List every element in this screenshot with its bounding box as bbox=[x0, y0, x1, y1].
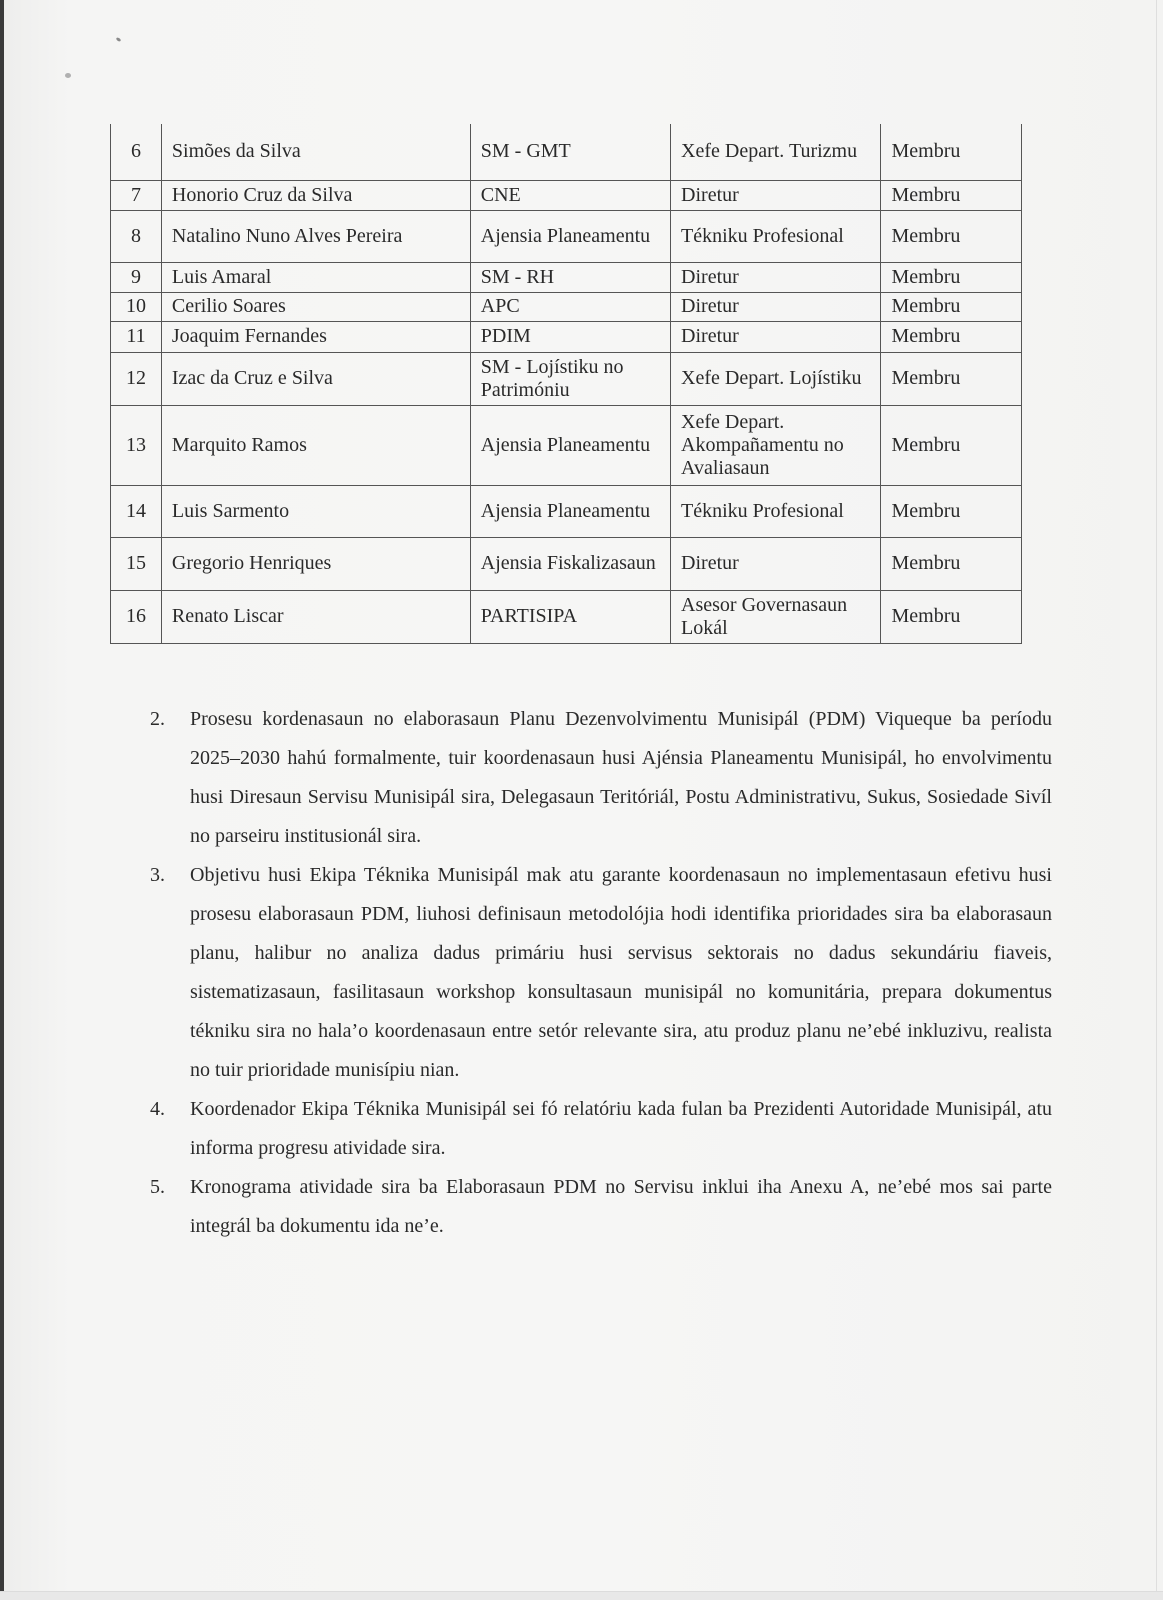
member-name: Joaquim Fernandes bbox=[161, 321, 470, 352]
paragraph-item bbox=[150, 700, 1052, 856]
paragraph-number: 2. bbox=[150, 708, 165, 730]
paragraph-number: 4. bbox=[150, 1098, 165, 1120]
member-role: Membru bbox=[881, 537, 1022, 590]
scan-speck bbox=[65, 73, 71, 78]
member-institution: SM - GMT bbox=[470, 124, 670, 180]
member-position: Asesor Governasaun Lokál bbox=[671, 590, 881, 643]
member-name: Honorio Cruz da Silva bbox=[161, 180, 470, 210]
table-row bbox=[111, 210, 1022, 262]
member-institution: APC bbox=[470, 292, 670, 321]
scan-speck bbox=[116, 37, 122, 42]
member-role: Membru bbox=[881, 180, 1022, 210]
members-table bbox=[110, 124, 1022, 644]
table-row bbox=[111, 485, 1022, 537]
table-row bbox=[111, 352, 1022, 405]
table-row bbox=[111, 537, 1022, 590]
member-name: Izac da Cruz e Silva bbox=[161, 352, 470, 405]
member-role: Membru bbox=[881, 590, 1022, 643]
member-position: Xefe Depart. Lojístiku bbox=[671, 352, 881, 405]
member-name: Simões da Silva bbox=[161, 124, 470, 180]
member-role: Membru bbox=[881, 352, 1022, 405]
table-row bbox=[111, 405, 1022, 485]
table-row bbox=[111, 321, 1022, 352]
row-number: 7 bbox=[111, 180, 162, 210]
paragraph-item bbox=[150, 1090, 1052, 1168]
member-role: Membru bbox=[881, 262, 1022, 292]
table-row bbox=[111, 262, 1022, 292]
member-position: Tékniku Profesional bbox=[671, 210, 881, 262]
member-institution: Ajensia Planeamentu bbox=[470, 405, 670, 485]
member-position: Diretur bbox=[671, 321, 881, 352]
member-position: Diretur bbox=[671, 537, 881, 590]
numbered-paragraphs bbox=[150, 700, 1052, 1246]
member-position: Tékniku Profesional bbox=[671, 485, 881, 537]
paragraph-text: Prosesu kordenasaun no elaborasaun Planu Dezenvolvimentu Munisipál (PDM) Viqueque ba períodu 2025–2030 hahú formalmente, tuir koordenasaun husi Ajénsia Planeamentu Munisipál, ho envolvimentu husi Diresaun Servisu Munisipál sira, Delegasaun Teritóriál, Postu Administrativu, Sukus, Sosiedade Sivíl no parseiru institusionál sira. bbox=[190, 708, 1052, 847]
member-name: Gregorio Henriques bbox=[161, 537, 470, 590]
member-position: Xefe Depart. Turizmu bbox=[671, 124, 881, 180]
member-role: Membru bbox=[881, 405, 1022, 485]
member-institution: SM - Lojístiku no Patrimóniu bbox=[470, 352, 670, 405]
scan-left-edge bbox=[0, 0, 4, 1600]
paragraph-text: Kronograma atividade sira ba Elaborasaun PDM no Servisu inklui iha Anexu A, ne’ebé mos sai parte integrál ba dokumentu ida ne’e. bbox=[190, 1176, 1052, 1237]
row-number: 9 bbox=[111, 262, 162, 292]
member-institution: Ajensia Fiskalizasaun bbox=[470, 537, 670, 590]
member-institution: PARTISIPA bbox=[470, 590, 670, 643]
scan-bottom-edge bbox=[0, 1591, 1163, 1600]
row-number: 16 bbox=[111, 590, 162, 643]
member-institution: SM - RH bbox=[470, 262, 670, 292]
paragraph-text: Objetivu husi Ekipa Téknika Munisipál mak atu garante koordenasaun no implementasaun efetivu husi prosesu elaborasaun PDM, liuhosi definisaun metodolójia hodi identifika prioridades sira ba elaborasaun planu, halibur no analiza dadus primáriu husi servisus sektorais no dadus sekundáriu fiaveis, sistematizasaun, fasilitasaun workshop konsultasaun munisipál no komunitária, prepara dokumentus tékniku sira no hala’o koordenasaun entre setór relevante sira, atu produz planu ne’ebé inkluzivu, realista no tuir prioridade munisípiu nian. bbox=[190, 864, 1052, 1081]
member-institution: PDIM bbox=[470, 321, 670, 352]
row-number: 8 bbox=[111, 210, 162, 262]
member-name: Renato Liscar bbox=[161, 590, 470, 643]
paragraph-text: Koordenador Ekipa Téknika Munisipál sei fó relatóriu kada fulan ba Prezidenti Autoridade Munisipál, atu informa progresu atividade sira. bbox=[190, 1098, 1052, 1159]
paragraph-number: 3. bbox=[150, 864, 165, 886]
member-institution: CNE bbox=[470, 180, 670, 210]
member-institution: Ajensia Planeamentu bbox=[470, 210, 670, 262]
member-position: Xefe Depart. Akompañamentu no Avaliasaun bbox=[671, 405, 881, 485]
member-position: Diretur bbox=[671, 262, 881, 292]
member-name: Luis Sarmento bbox=[161, 485, 470, 537]
paragraph-number: 5. bbox=[150, 1176, 165, 1198]
row-number: 10 bbox=[111, 292, 162, 321]
row-number: 13 bbox=[111, 405, 162, 485]
member-role: Membru bbox=[881, 292, 1022, 321]
table-row bbox=[111, 590, 1022, 643]
row-number: 11 bbox=[111, 321, 162, 352]
table-row bbox=[111, 124, 1022, 180]
member-name: Natalino Nuno Alves Pereira bbox=[161, 210, 470, 262]
row-number: 14 bbox=[111, 485, 162, 537]
member-role: Membru bbox=[881, 124, 1022, 180]
member-name: Marquito Ramos bbox=[161, 405, 470, 485]
member-name: Luis Amaral bbox=[161, 262, 470, 292]
paragraph-item bbox=[150, 1168, 1052, 1246]
row-number: 6 bbox=[111, 124, 162, 180]
member-role: Membru bbox=[881, 210, 1022, 262]
table-row bbox=[111, 180, 1022, 210]
member-role: Membru bbox=[881, 321, 1022, 352]
paragraph-item bbox=[150, 856, 1052, 1090]
row-number: 15 bbox=[111, 537, 162, 590]
scan-right-edge bbox=[1156, 0, 1157, 1600]
table-row bbox=[111, 292, 1022, 321]
member-role: Membru bbox=[881, 485, 1022, 537]
member-position: Diretur bbox=[671, 180, 881, 210]
member-name: Cerilio Soares bbox=[161, 292, 470, 321]
member-position: Diretur bbox=[671, 292, 881, 321]
row-number: 12 bbox=[111, 352, 162, 405]
member-institution: Ajensia Planeamentu bbox=[470, 485, 670, 537]
